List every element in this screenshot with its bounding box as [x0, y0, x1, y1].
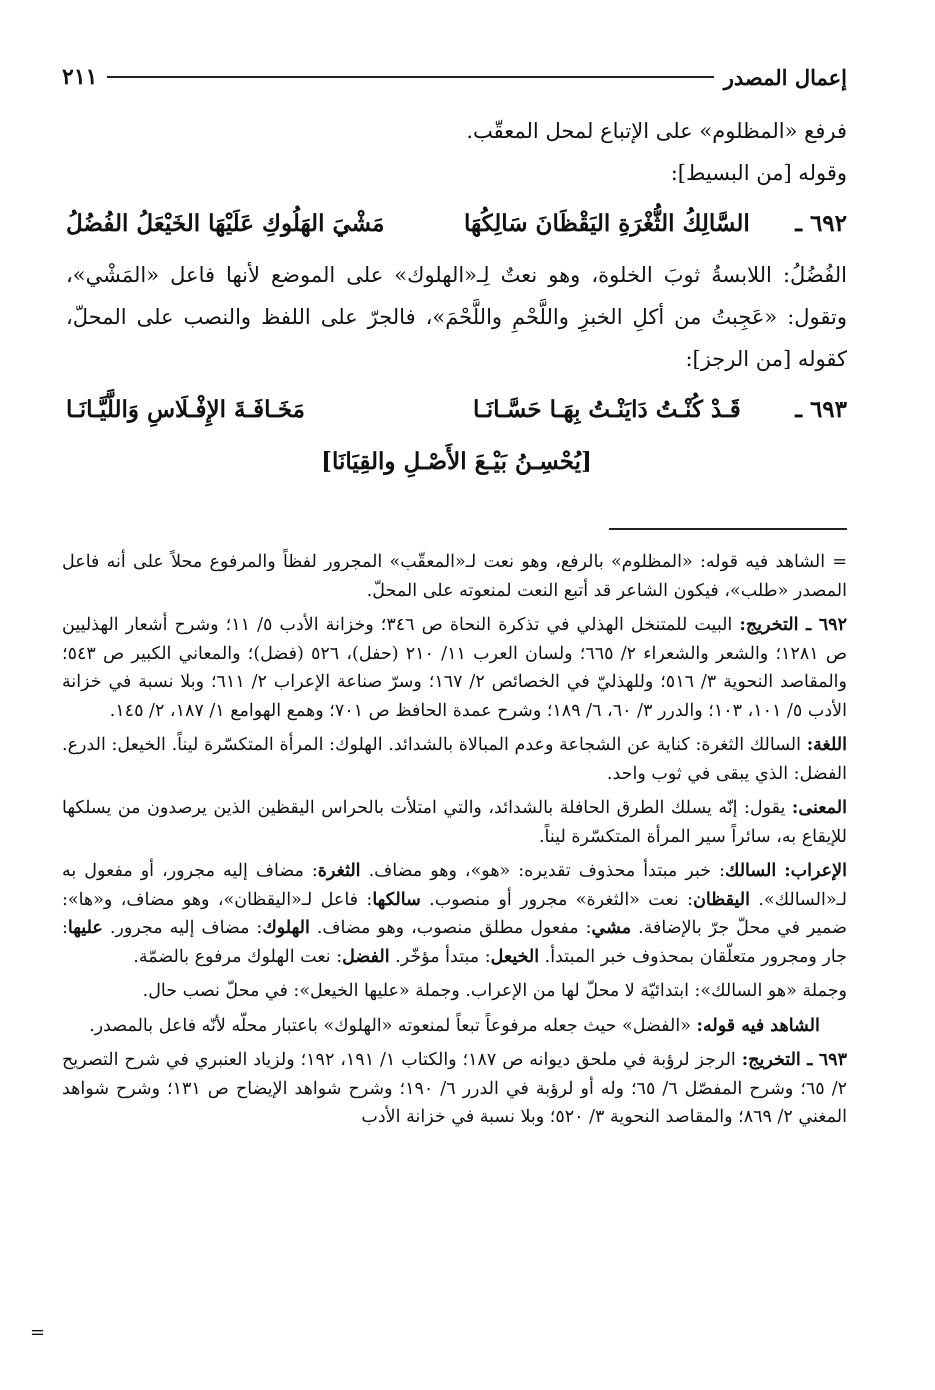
- term: الثغرة: [317, 861, 361, 881]
- note-irab: [62, 857, 847, 971]
- paragraph-3: الفُضُلُ: اللابسةُ ثوبَ الخلوة، وهو نعتٌ لِـ«الهلوك» على الموضع لأنها فاعل «المَشْي»، وتقول: «عَجِبتُ من أكلِ الخبزِ واللَّحْمِ واللَّحْمَ»، فالجرّ على اللفظ والنصب على المحلّ، كقوله [من الرجز]:: [66, 263, 847, 371]
- note-label: الإعراب:: [784, 861, 847, 881]
- note-shahid: [62, 1012, 847, 1041]
- note-label: ٦٩٢ ـ التخريج:: [739, 615, 847, 635]
- term: اليقظان: [693, 889, 750, 910]
- verse-hemistich-2: مَخَـافَـةَ الإِفْـلَاسِ وَاللَّيَّـانَـا: [66, 396, 305, 423]
- term-text: : مضاف إليه مجرور، أو مفعول به لـ«السالك».: [62, 861, 847, 910]
- term: الخيعل: [490, 946, 540, 967]
- note-label: المعنى:: [791, 798, 847, 818]
- note-shahid-continued: = الشاهد فيه قوله: «المظلوم» بالرفع، وهو نعت لـ«المعقّب» المجرور لفظاً والمرفوع محلاً على أنه فاعل المصدر «طلب»، فيكون الشاعر قد أتبع النعت لمنعوته على المحلّ.: [62, 552, 847, 601]
- note-maana: [62, 794, 847, 851]
- page-number: ٢١١: [62, 64, 98, 90]
- note-label: الشاهد فيه قوله:: [696, 1015, 820, 1036]
- paragraph-1: فرفع «المظلوم» على الإتباع لمحل المعقّب.: [466, 119, 847, 143]
- verse-693: [66, 386, 847, 434]
- term-text: : مبتدأ مؤخّر.: [395, 946, 491, 967]
- note-text: السالك الثغرة: كناية عن الشجاعة وعدم المبالاة بالشدائد. الهلوك: المرأة المتكسّرة ليناً. الخيعل: الدرع. الفضل: الذي يبقى في ثوب واحد.: [62, 735, 847, 784]
- term: سالكها: [372, 889, 421, 910]
- verse-hemistich-2: مَشْيَ الهَلُوكِ عَلَيْهَا الخَيْعَلُ الفُضُلُ: [66, 210, 385, 237]
- term-text: : خبر مبتدأ محذوف تقديره: «هو»، وهو مضاف.: [368, 861, 725, 881]
- note-lugha: [62, 731, 847, 788]
- term: عليها: [67, 918, 103, 938]
- term-text: : مضاف إليه مجرور.: [109, 918, 263, 938]
- note-jumla: وجملة «هو السالك»: ابتدائيّة لا محلّ لها من الإعراب. وجملة «عليها الخيعل»: في محلّ نصب حال.: [142, 981, 847, 1001]
- note-label: ٦٩٣ ـ التخريج:: [741, 1050, 847, 1070]
- term-text: : جار ومجرور متعلّقان بمحذوف خبر المبتدأ.: [62, 918, 847, 967]
- term: الهلوك: [262, 918, 310, 938]
- verse-number: ٦٩٢ ـ: [795, 210, 847, 237]
- term: الفضل: [342, 946, 390, 967]
- term-text: : نعت «الثغرة» مجرور أو منصوب.: [429, 889, 694, 910]
- note-label: اللغة:: [806, 735, 847, 755]
- main-text: [66, 110, 847, 484]
- paragraph-2: وقوله [من البسيط]:: [670, 161, 847, 185]
- running-header: [62, 60, 847, 94]
- note-text: البيت للمتنخل الهذلي في تذكرة النحاة ص ٣٤٦؛ وخزانة الأدب ٥/ ١١؛ وشرح أشعار الهذليين ص ١٢٨١؛ والشعر والشعراء ٢/ ٦٦٥؛ ولسان العرب ١١/ ٢١٠ (حفل)، ٥٢٦ (فضل)؛ والمعاني الكبير ص ٥٤٣؛ والمقاصد النحوية ٣/ ٥١٦؛ وللهذليّ في الخصائص ٢/ ١٦٧؛ وسرّ صناعة الإعراب ٢/ ٦١١؛ وبلا نسبة في خزانة الأدب ٥/ ١٠١، ١٠٣؛ والدرر ٣/ ٦٠، ٦/ ١٨٩؛ وشرح عمدة الحافظ ص ٧٠١؛ وهمع الهوامع ١/ ١٨٧، ٢/ ١٤٥.: [62, 615, 847, 721]
- note-text: يقول: إنّه يسلك الطرق الحافلة بالشدائد، والتي امتلأت بالحراس اليقظين الذين يرصدون من يسلكها للإيقاع به، سائراً سير المرأة المتكسّرة ليناً.: [62, 798, 847, 847]
- term: السالك: [724, 861, 777, 881]
- term-text: : فاعل لـ«اليقظان»، وهو مضاف، و«ها»: ضمير في محلّ جرّ بالإضافة.: [62, 889, 847, 938]
- verse-hemistich-1: قَـدْ كُنْـتُ دَايَنْـتُ بِهَـا حَسَّـانَـا: [473, 396, 741, 423]
- note-text: الرجز لرؤبة في ملحق ديوانه ص ١٨٧؛ والكتاب ١/ ١٩١، ١٩٢؛ ولزياد العنبري في شرح التصريح ٢/ ٦٥؛ وشرح المفصّل ٦/ ٦٥؛ وله أو لرؤبة في الدرر ٦/ ١٩٠؛ وشرح شواهد الإيضاح ص ١٣١؛ وشرح شواهد المغني ٢/ ٨٦٩؛ والمقاصد النحوية ٣/ ٥٢٠؛ وبلا نسبة في خزانة الأدب: [62, 1050, 848, 1127]
- verse-692: [66, 200, 847, 248]
- term: مشي: [591, 918, 632, 938]
- verse-hemistich-1: السَّالِكُ الثُّغْرَةِ اليَقْظَانَ سَالِكُهَا: [463, 210, 750, 237]
- verse-continuation: [يُحْسِـنُ بَيْـعَ الأَصْـلِ والقِيَانَا]: [321, 448, 592, 475]
- header-rule: [107, 76, 713, 78]
- note-693-takhrij: [62, 1046, 847, 1132]
- continuation-mark: =: [30, 1322, 46, 1343]
- chapter-title: إعمال المصدر: [723, 64, 847, 90]
- verse-number: ٦٩٣ ـ: [795, 396, 847, 423]
- footnotes: [62, 548, 847, 1138]
- footnote-separator: [609, 528, 847, 530]
- term-text: : مفعول مطلق منصوب، وهو مضاف.: [316, 918, 592, 938]
- note-692-takhrij: [62, 611, 847, 725]
- term-text: : نعت الهلوك مرفوع بالضمّة.: [133, 946, 343, 967]
- note-text: «الفضل» حيث جعله مرفوعاً تبعاً لمنعوته «الهلوك» باعتبار محلّه لأنّه فاعل بالمصدر.: [89, 1015, 691, 1036]
